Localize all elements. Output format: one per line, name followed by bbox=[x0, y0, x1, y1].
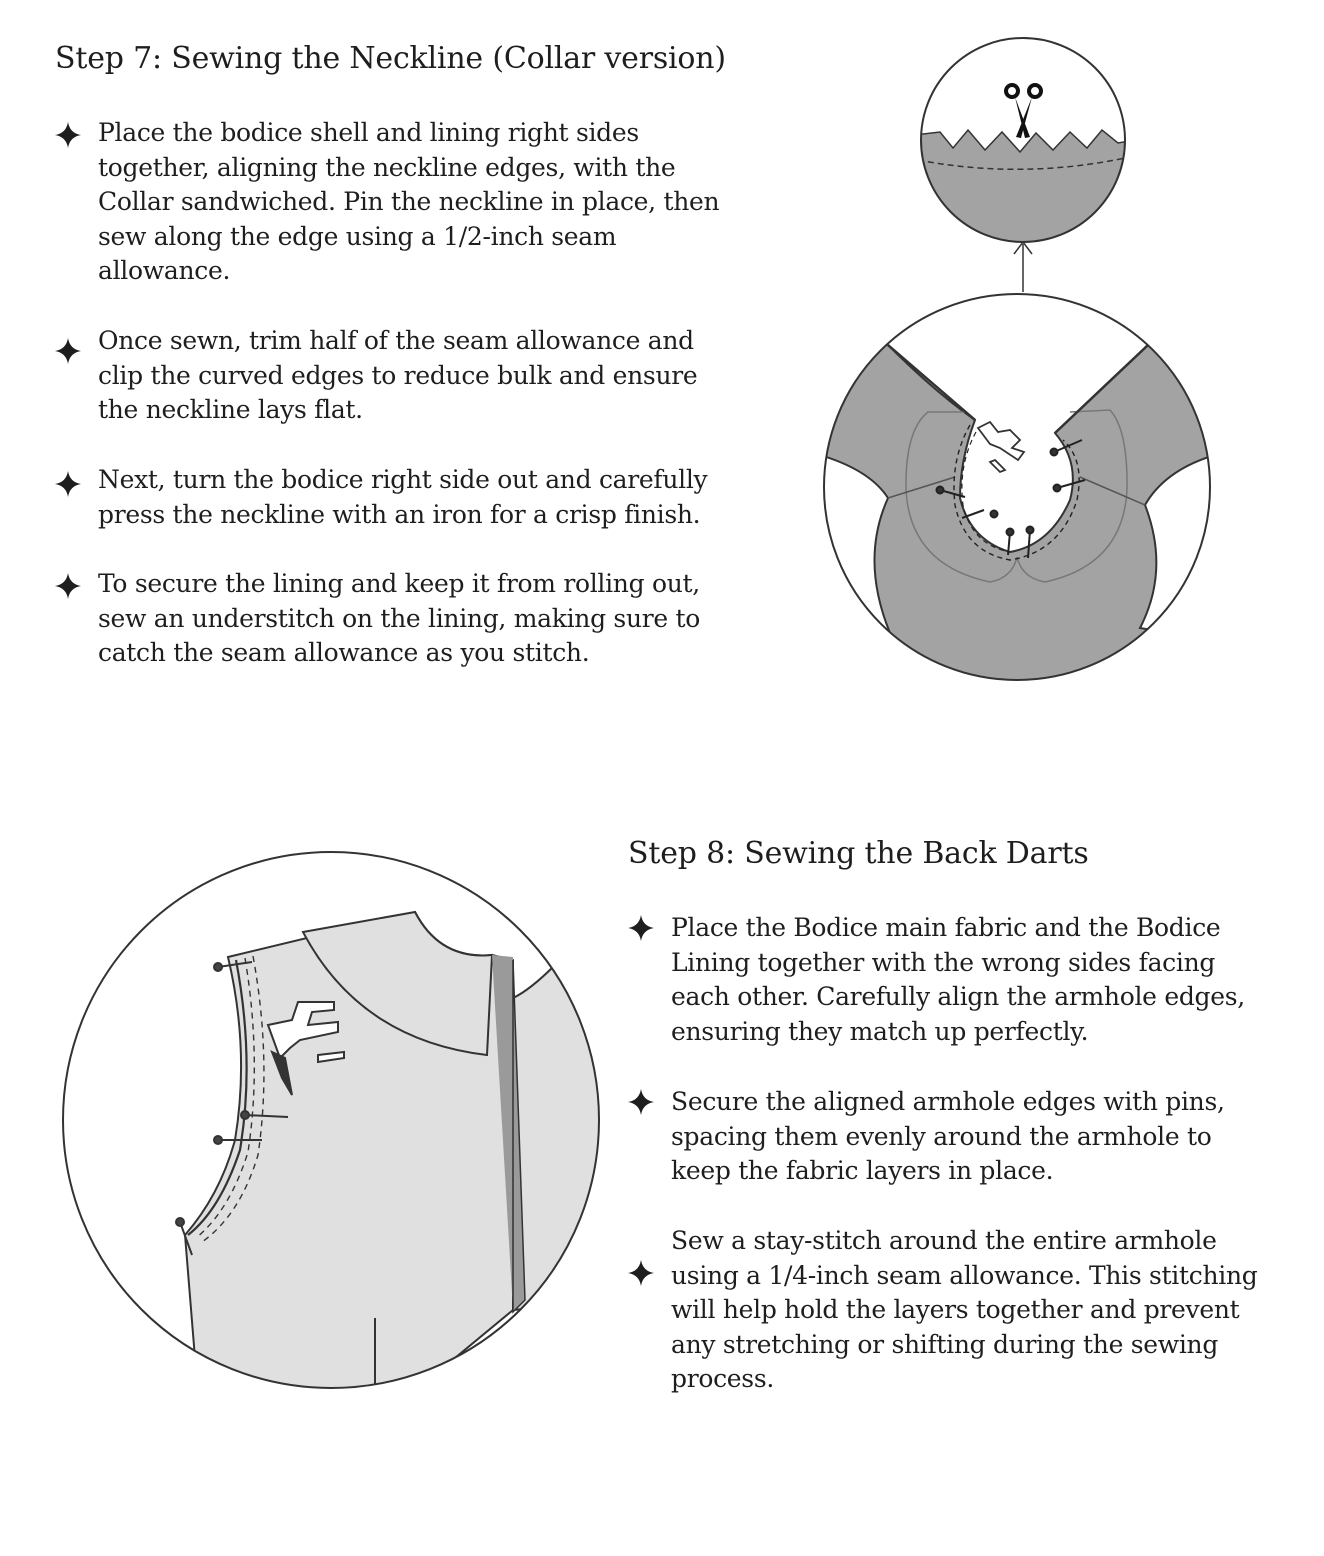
four-point-star-bullet-icon bbox=[628, 1260, 654, 1286]
step7-title: Step 7: Sewing the Neckline (Collar version) bbox=[55, 41, 726, 76]
four-point-star-bullet-icon bbox=[628, 1089, 654, 1115]
four-point-star-bullet-icon bbox=[628, 915, 654, 941]
step8-item-3-text: Sew a stay-stitch around the entire armhole using a 1/4-inch seam allowance. This stitching will help hold the layers together and prevent any stretching or shifting during the sewing process. bbox=[671, 1226, 1258, 1393]
bodice-neckline-view bbox=[800, 280, 1230, 690]
step7-item-3-text: Next, turn the bodice right side out and carefully press the neckline with an iron for a crisp finish. bbox=[98, 465, 708, 529]
four-point-star-bullet-icon bbox=[55, 122, 81, 148]
step7-item-2-text: Once sewn, trim half of the seam allowance and clip the curved edges to reduce bulk and ensure the neckline lays flat. bbox=[98, 326, 698, 424]
four-point-star-bullet-icon bbox=[55, 573, 81, 599]
step8-item-2-text: Secure the aligned armhole edges with pins, spacing them evenly around the armhole to keep the fabric layers in place. bbox=[671, 1087, 1225, 1185]
four-point-star-bullet-icon bbox=[55, 338, 81, 364]
step7-item-1-text: Place the bodice shell and lining right sides together, aligning the neckline edges, with the Collar sandwiched. Pin the neckline in place, then sew along the edge using a 1/2-inch seam allowance. bbox=[98, 118, 720, 285]
step8-title: Step 8: Sewing the Back Darts bbox=[628, 836, 1089, 871]
neckline-illustration bbox=[800, 30, 1230, 690]
step7-item-4-text: To secure the lining and keep it from rolling out, sew an understitch on the lining, making sure to catch the seam allowance as you stitch. bbox=[98, 569, 701, 667]
four-point-star-bullet-icon bbox=[55, 471, 81, 497]
armhole-illustration bbox=[55, 845, 615, 1405]
step8-item-1-text: Place the Bodice main fabric and the Bodice Lining together with the wrong sides facing each other. Carefully align the armhole edges, ensuring they match up perfectly. bbox=[671, 913, 1245, 1046]
clip-detail-zoom bbox=[900, 30, 1150, 260]
